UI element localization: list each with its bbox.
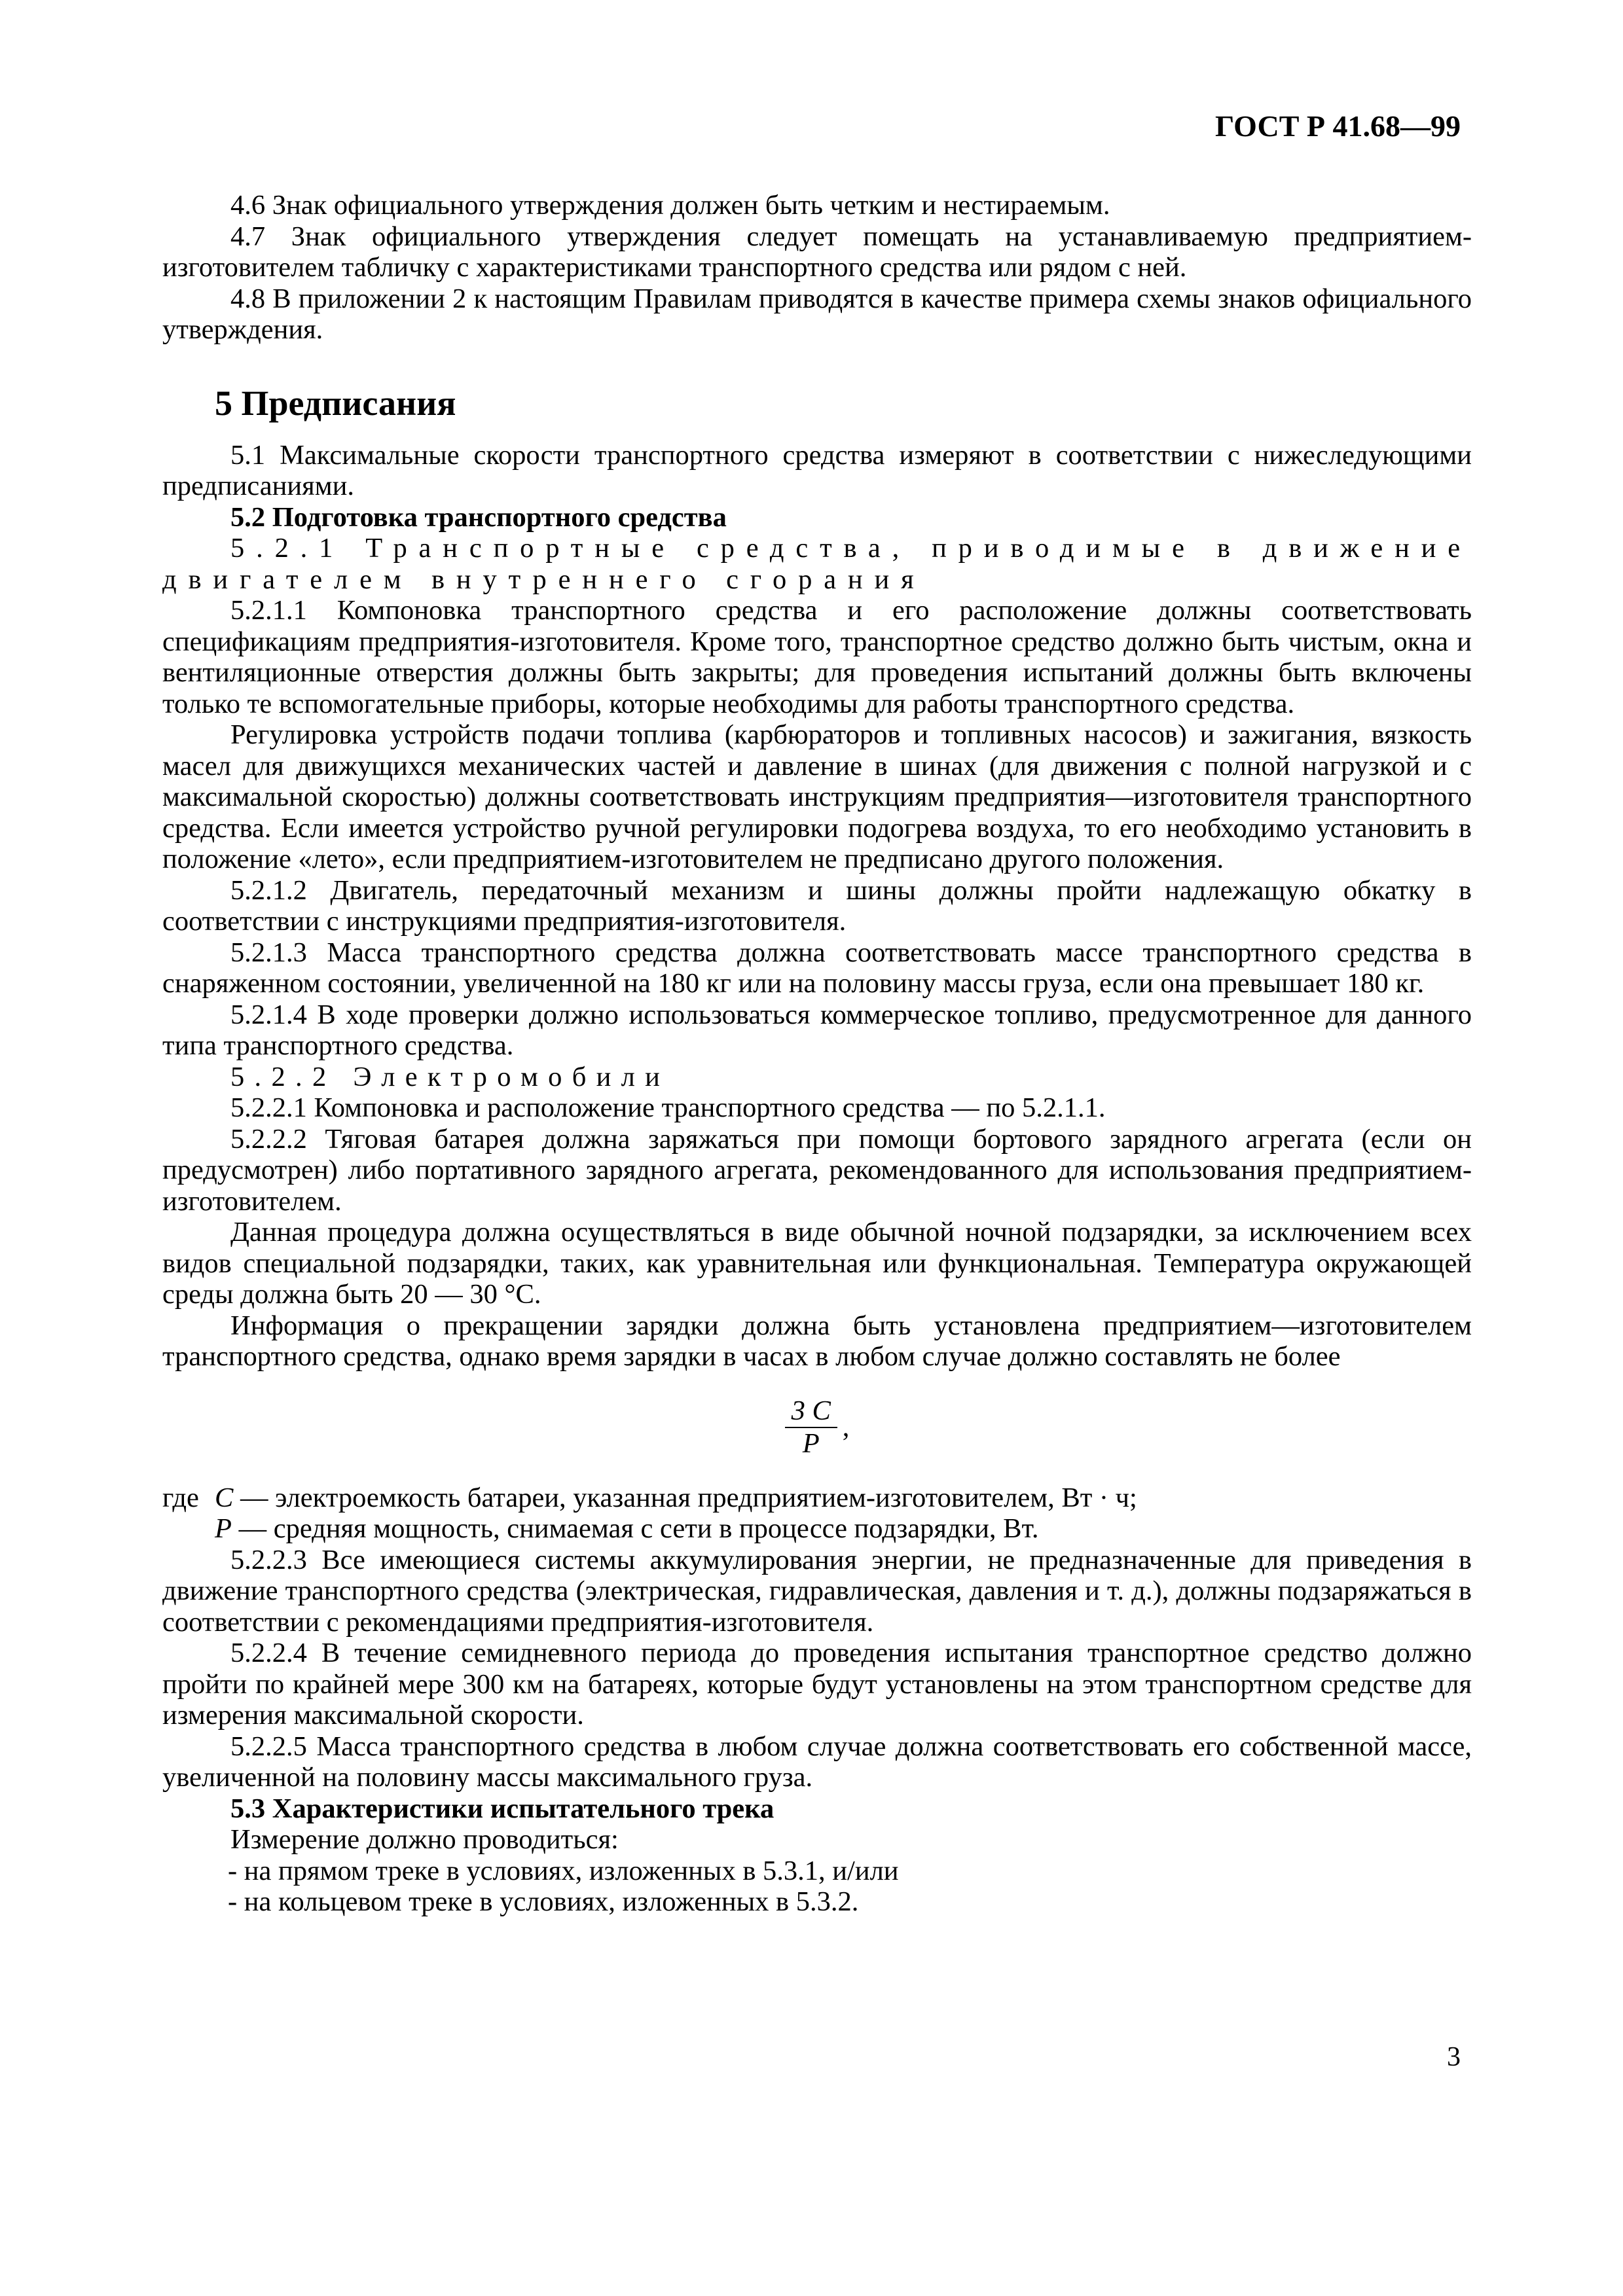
page-number: 3 [1447, 2042, 1461, 2072]
subheading-5-2: 5.2 Подготовка транспортного средства [230, 501, 727, 533]
paragraph-4-6: 4.6 Знак официального утверждения должен быть четким и нестираемым. [230, 190, 1110, 221]
paragraph-5-2-2-1: 5.2.2.1 Компоновка и расположение транспортного средства — по 5.2.1.1. [230, 1092, 1106, 1123]
subheading-5-2-1: 5.2.1 Транспортные средства, приводимые в движение двигателем внутреннего сгорания [162, 533, 1472, 595]
fraction [785, 1397, 837, 1458]
paragraph-5-2-1-1: 5.2.1.1 Компоновка транспортного средства и его расположение должны соответствовать спецификациям предприятия-изготовителя. Кроме того, транспортное средство должно быть чистым, окна и вентиляционные отверстия должны быть закрыты; для проведения испытаний должны быть включены только те вспомогательные приборы, которые необходимы для работы транспортного средства. [162, 595, 1472, 719]
legend-where-label: где [162, 1482, 199, 1513]
paragraph-5-2-1-3: 5.2.1.3 Масса транспортного средства должна соответствовать массе транспортного средства в снаряженном состоянии, увеличенной на 180 кг или на половину массы груза, если она превышает 180 кг. [162, 937, 1472, 999]
legend-text-c: — электроемкость батареи, указанная предприятием-изготовителем, Вт · ч; [233, 1482, 1137, 1513]
legend-symbol-p: P [215, 1513, 232, 1544]
fraction-numerator: 3 C [785, 1397, 837, 1428]
paragraph-5-2-2-2: 5.2.2.2 Тяговая батарея должна заряжаться при помощи бортового зарядного агрегата (если он предусмотрен) либо портативного зарядного агрегата, рекомендованного для использования предприятием-изготовителем. [162, 1123, 1472, 1217]
standard-code: ГОСТ Р 41.68—99 [1215, 109, 1461, 143]
paragraph-5-2-1-4: 5.2.1.4 В ходе проверки должно использоваться коммерческое топливо, предусмотренное для данного типа транспортного средства. [162, 999, 1472, 1061]
paragraph-5-2-2-5: 5.2.2.5 Масса транспортного средства в любом случае должна соответствовать его собственной массе, увеличенной на половину массы максимального груза. [162, 1731, 1472, 1793]
section-5-title: 5 Предписания [215, 383, 456, 423]
paragraph-4-7: 4.7 Знак официального утверждения следует помещать на устанавливаемую предприятием-изготовителем табличку с характеристиками транспортного средства или рядом с ней. [162, 221, 1472, 283]
formula-comma: , [842, 1411, 850, 1443]
fraction-denominator: P [802, 1427, 820, 1459]
paragraph-measurement: Измерение должно проводиться: [230, 1824, 619, 1855]
paragraph-charging-info: Информация о прекращении зарядки должна быть установлена предприятием—изготовителем транспортного средства, однако время зарядки в часах в любом случае должно составлять не более [162, 1310, 1472, 1372]
legend-text-p: — средняя мощность, снимаемая с сети в процессе подзарядки, Вт. [231, 1513, 1039, 1544]
paragraph-4-8: 4.8 В приложении 2 к настоящим Правилам приводятся в качестве примера схемы знаков официального утверждения. [162, 283, 1472, 345]
paragraph-5-2-1-2: 5.2.1.2 Двигатель, передаточный механизм и шины должны пройти надлежащую обкатку в соответствии с инструкциями предприятия-изготовителя. [162, 874, 1472, 937]
paragraph-regulation: Регулировка устройств подачи топлива (карбюраторов и топливных насосов) и зажигания, вязкость масел для движущихся механических частей и давление в шинах (для движения с полной нагрузкой и с максимальной скоростью) должны соответствовать инструкциям предприятия—изготовителя транспортного средства. Если имеется устройство ручной регулировки подогрева воздуха, то его необходимо установить в положение «лето», если предприятием-изготовителем не предписано другого положения. [162, 719, 1472, 874]
charging-time-formula [162, 1395, 1472, 1460]
legend-symbol-c: C [215, 1482, 234, 1513]
list-item: - на прямом треке в условиях, изложенных в 5.3.1, и/или [228, 1855, 899, 1886]
legend-row-c [162, 1482, 1472, 1514]
subheading-5-2-2: 5.2.2 Электромобили [230, 1061, 670, 1092]
legend-row-p [162, 1513, 1472, 1545]
page-content [162, 190, 1472, 1918]
list-item: - на кольцевом треке в условиях, изложенных в 5.3.2. [228, 1886, 859, 1917]
paragraph-5-2-2-3: 5.2.2.3 Все имеющиеся системы аккумулирования энергии, не предназначенные для приведения в движение транспортного средства (электрическая, гидравлическая, давления и т. д.), должны подзаряжаться в соответствии с рекомендациями предприятия-изготовителя. [162, 1544, 1472, 1638]
paragraph-5-2-2-4: 5.2.2.4 В течение семидневного периода до проведения испытания транспортное средство должно пройти по крайней мере 300 км на батареях, которые будут установлены на этом транспортном средстве для измерения максимальной скорости. [162, 1638, 1472, 1731]
paragraph-5-1: 5.1 Максимальные скорости транспортного средства измеряют в соответствии с нижеследующими предписаниями. [162, 439, 1472, 501]
paragraph-procedure: Данная процедура должна осуществляться в виде обычной ночной подзарядки, за исключением всех видов специальной подзарядки, таких, как уравнительная или функциональная. Температура окружающей среды должна быть 20 — 30 °С. [162, 1217, 1472, 1310]
measurement-list [162, 1856, 1472, 1918]
subheading-5-3: 5.3 Характеристики испытательного трека [230, 1793, 775, 1824]
